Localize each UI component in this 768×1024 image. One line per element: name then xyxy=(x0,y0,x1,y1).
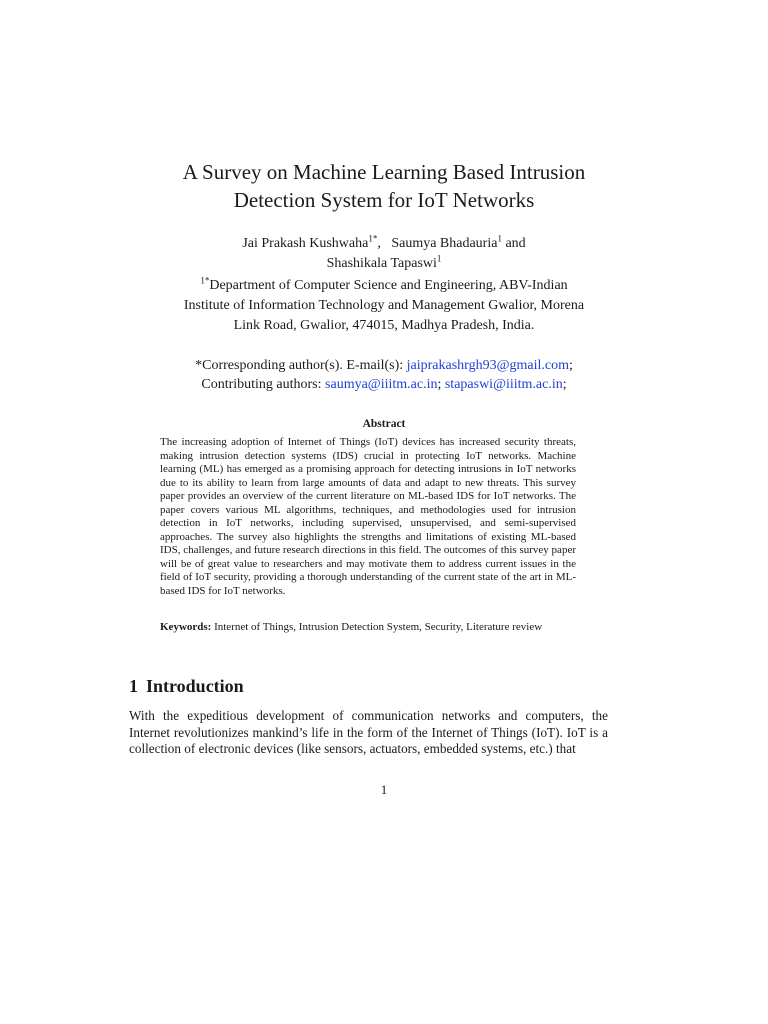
affiliation-line-1: Department of Computer Science and Engineering, ABV-Indian xyxy=(209,278,568,293)
author-1: Jai Prakash Kushwaha xyxy=(242,236,369,251)
page-number: 1 xyxy=(380,782,388,797)
author-3: Shashikala Tapaswi xyxy=(326,256,437,271)
contact-info xyxy=(0,356,768,394)
paper-title xyxy=(0,158,768,214)
author-1-affil-mark: 1* xyxy=(368,233,378,244)
affiliation-line-2: Institute of Information Technology and Management Gwalior, Morena xyxy=(183,298,585,313)
punctuation: ; xyxy=(562,377,567,392)
author-2-affil-mark: 1 xyxy=(497,233,502,244)
keywords-list: Internet of Things, Intrusion Detection System, Security, Literature review xyxy=(211,621,543,633)
author-and: and xyxy=(501,236,526,251)
affiliation xyxy=(0,276,768,336)
author-list xyxy=(0,234,768,274)
section-number: 1 xyxy=(129,676,138,696)
affiliation-line-3: Link Road, Gwalior, 474015, Madhya Pradesh, India. xyxy=(233,318,535,333)
punctuation: ; xyxy=(437,377,445,392)
abstract-text: The increasing adoption of Internet of Things (IoT) devices has increased security threats, making intrusion detection systems (IDS) crucial in protecting IoT networks. Machine learning (ML) has emerged as a promising approach for detecting intrusions in IoT networks due to its ability to learn from large amounts of data and adapt to new threats. This survey paper provides an overview of the current literature on ML-based IDS for IoT networks. The paper covers various ML algorithms, techniques, and methodologies used for intrusion detection in IoT networks, including supervised, unsupervised, and semi-supervised approaches. The survey also highlights the strengths and limitations of existing ML-based IDS, challenges, and future research directions in this field. The outcomes of this survey paper will be of great value to researchers and may motivate them to address current issues in the field of IoT security, providing a thorough understanding of the current state of the art in ML-based IDS for IoT networks. xyxy=(160,436,576,597)
author-2: Saumya Bhadauria xyxy=(391,236,498,251)
corresponding-email-link[interactable]: jaiprakashrgh93@gmail.com xyxy=(406,358,569,373)
contributor-email-link-1[interactable]: saumya@iiitm.ac.in xyxy=(325,377,438,392)
section-heading xyxy=(129,676,244,697)
keywords xyxy=(160,620,590,634)
punctuation: ; xyxy=(568,358,573,373)
section-title: Introduction xyxy=(146,676,244,696)
affiliation-mark: 1* xyxy=(200,275,210,286)
author-separator: , xyxy=(377,236,381,251)
abstract-heading: Abstract xyxy=(362,418,406,430)
keywords-label: Keywords: xyxy=(160,621,212,633)
title-line-2: Detection System for IoT Networks xyxy=(233,188,535,212)
author-3-affil-mark: 1 xyxy=(436,253,442,264)
contributor-email-link-2[interactable]: stapaswi@iiitm.ac.in xyxy=(444,377,563,392)
corresponding-label: *Corresponding author(s). E-mail(s): xyxy=(195,358,407,373)
title-line-1: A Survey on Machine Learning Based Intrusion xyxy=(182,160,586,184)
body-paragraph: With the expeditious development of communication networks and computers, the Internet revolutionizes mankind’s life in the form of the Internet of Things (IoT). IoT is a collection of electronic devices (like sensors, actuators, embedded systems, etc.) that xyxy=(129,708,608,756)
contributing-label: Contributing authors: xyxy=(201,377,326,392)
